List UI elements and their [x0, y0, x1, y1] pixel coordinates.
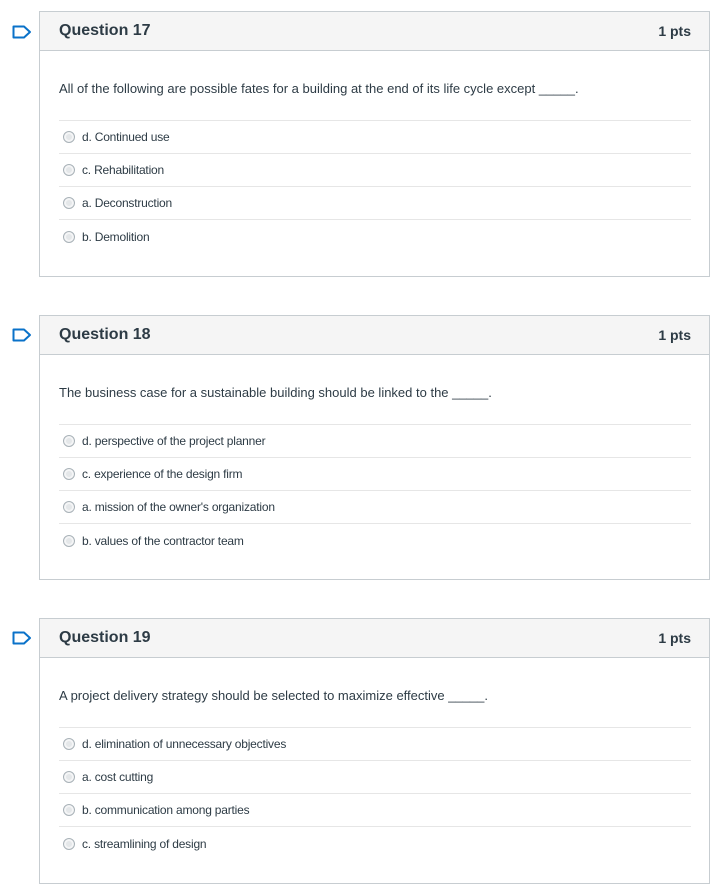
radio-button[interactable]: [63, 804, 75, 816]
question-header: [40, 316, 709, 355]
answer-label[interactable]: c. streamlining of design: [82, 836, 207, 851]
bookmark-flag-icon[interactable]: [12, 631, 32, 645]
answer-label[interactable]: d. elimination of unnecessary objectives: [82, 737, 287, 751]
answer-option[interactable]: [59, 491, 691, 524]
answer-option[interactable]: [59, 220, 691, 253]
radio-button[interactable]: [63, 738, 75, 750]
radio-button[interactable]: [63, 501, 75, 513]
bookmark-flag-icon[interactable]: [12, 25, 32, 39]
question-card: [39, 618, 710, 884]
answer-label[interactable]: a. Deconstruction: [82, 196, 172, 210]
question-points: 1 pts: [658, 630, 691, 646]
question-card: [39, 11, 710, 277]
question-points: 1 pts: [658, 23, 691, 39]
question-text: All of the following are possible fates for a building at the end of its life cycle except _____.: [59, 81, 579, 96]
answer-label[interactable]: a. cost cutting: [82, 770, 154, 784]
answer-label[interactable]: d. perspective of the project planner: [82, 434, 266, 448]
answer-label[interactable]: d. Continued use: [82, 130, 170, 144]
radio-button[interactable]: [63, 131, 75, 143]
answer-list: [59, 727, 691, 860]
answer-option[interactable]: [59, 121, 691, 154]
radio-button[interactable]: [63, 468, 75, 480]
answer-option[interactable]: [59, 794, 691, 827]
radio-button[interactable]: [63, 231, 75, 243]
answer-list: [59, 424, 691, 557]
answer-label[interactable]: c. experience of the design firm: [82, 467, 243, 481]
answer-option[interactable]: [59, 154, 691, 187]
radio-button[interactable]: [63, 197, 75, 209]
answer-label[interactable]: a. mission of the owner's organization: [82, 500, 275, 514]
answer-option[interactable]: [59, 827, 691, 860]
question-header: [40, 619, 709, 658]
answer-label[interactable]: b. values of the contractor team: [82, 533, 244, 548]
question-title: Question 19: [59, 629, 151, 646]
question-header: [40, 12, 709, 51]
answer-option[interactable]: [59, 761, 691, 794]
answer-label[interactable]: c. Rehabilitation: [82, 163, 164, 177]
answer-option[interactable]: [59, 425, 691, 458]
radio-button[interactable]: [63, 164, 75, 176]
question-title: Question 17: [59, 22, 151, 39]
answer-list: [59, 120, 691, 253]
answer-option[interactable]: [59, 524, 691, 557]
answer-option[interactable]: [59, 187, 691, 220]
question-title: Question 18: [59, 326, 151, 343]
bookmark-flag-icon[interactable]: [12, 328, 32, 342]
question-card: [39, 315, 710, 580]
radio-button[interactable]: [63, 771, 75, 783]
answer-option[interactable]: [59, 458, 691, 491]
question-text: The business case for a sustainable building should be linked to the _____.: [59, 385, 492, 400]
radio-button[interactable]: [63, 435, 75, 447]
answer-label[interactable]: b. Demolition: [82, 229, 150, 244]
question-points: 1 pts: [658, 327, 691, 343]
radio-button[interactable]: [63, 535, 75, 547]
radio-button[interactable]: [63, 838, 75, 850]
question-text: A project delivery strategy should be selected to maximize effective _____.: [59, 688, 488, 703]
answer-label[interactable]: b. communication among parties: [82, 803, 250, 817]
answer-option[interactable]: [59, 728, 691, 761]
